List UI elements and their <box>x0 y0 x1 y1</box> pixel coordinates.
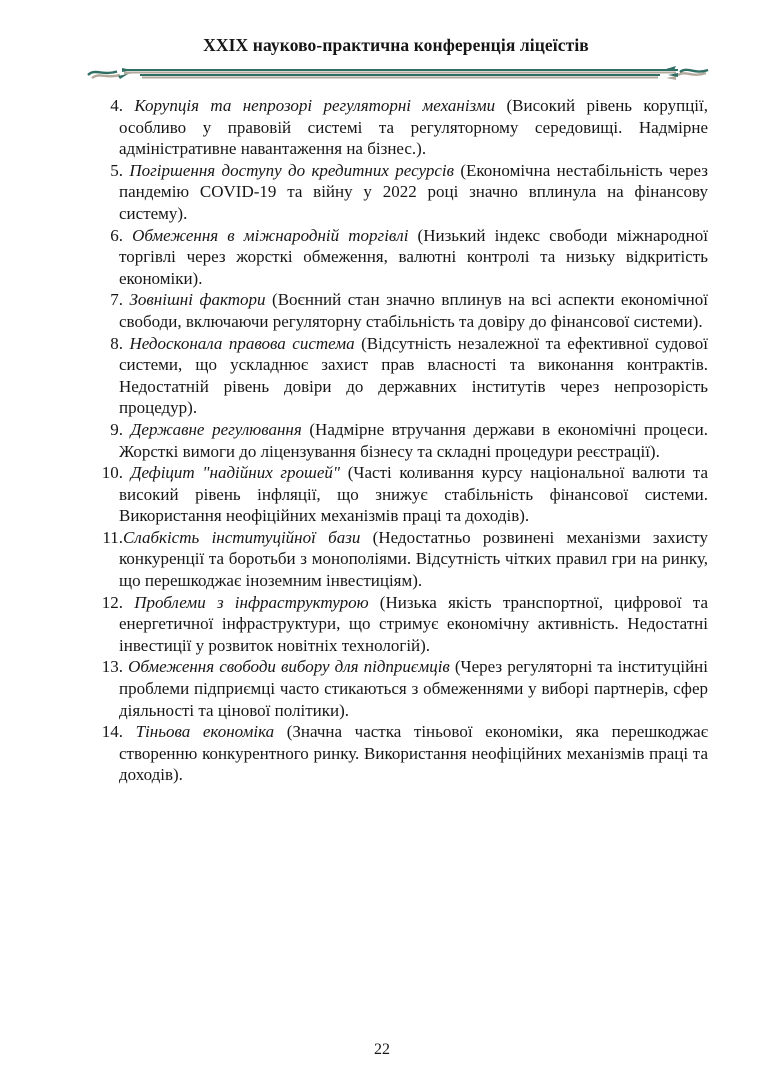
item-number: 8. <box>110 333 123 353</box>
item-lead: Тіньова економіка <box>135 722 275 742</box>
page-number: 22 <box>374 1041 390 1058</box>
item-number: 5. <box>110 160 123 180</box>
item-lead: Дефіцит "надійних грошей" <box>130 463 341 483</box>
item-text: (Економічна нестабільність через пандемію COVID-19 та війну у 2022 році значно вплинула на фінансову систему). <box>119 160 709 223</box>
item-number: 7. <box>110 290 123 310</box>
item-separator <box>123 722 136 741</box>
list-item <box>101 592 708 657</box>
item-text: (Воєнний стан значно вплинув на всі аспекти економічної свободи, включаючи регуляторну стабільність та довіру до фінансової системи). <box>119 290 708 331</box>
item-lead: Обмеження свободи вибору для підприємців <box>128 657 450 677</box>
item-number: 11. <box>102 527 123 547</box>
item-lead: Обмеження в міжнародній торгівлі <box>132 225 409 245</box>
list-item <box>110 225 708 290</box>
item-text: (Високий рівень корупції, особливо у правовій системі та регуляторному середовищі. Надмірне адміністративне навантаження на бізнес.). <box>119 96 708 159</box>
item-number: 6. <box>110 225 123 245</box>
item-lead: Державне регулювання <box>130 419 302 439</box>
item-lead: Погіршення доступу до кредитних ресурсів <box>129 160 454 180</box>
numbered-list <box>0 95 764 786</box>
page-footer <box>0 1040 764 1080</box>
item-text: (Низька якість транспортної, цифрової та енергетичної інфраструктури, що стримує економічну активність. Недостатні інвестиції у розвиток новітніх технологій). <box>119 592 708 655</box>
item-separator <box>123 96 134 115</box>
list-item <box>101 656 709 721</box>
item-text: (Низький індекс свободи міжнародної торгівлі через жорсткі обмеження, валютні контролі та низьку відкритість економіки). <box>119 225 708 288</box>
item-text: (Недостатньо розвинені механізми захисту конкуренції та боротьби з монополіями. Відсутність чітких правил гри на ринку, що перешкоджає іноземним інвестиціям). <box>119 527 708 591</box>
item-separator <box>123 226 132 245</box>
item-number: 13. <box>101 657 123 677</box>
item-lead: Корупція та непрозорі регуляторні механізми <box>134 96 496 115</box>
page-header <box>85 34 707 57</box>
item-separator <box>123 420 131 439</box>
list-item <box>110 419 708 462</box>
list-item <box>110 95 708 160</box>
item-number: 10. <box>101 463 123 483</box>
item-number: 4. <box>110 96 123 115</box>
item-text: (Часті коливання курсу національної валюти та високий рівень інфляції, що знижує стабільність фінансової системи. Використання неофіційних механізмів праці та доходів). <box>119 463 709 526</box>
item-number: 9. <box>110 419 123 439</box>
item-number: 14. <box>101 722 123 742</box>
item-text: (Через регуляторні та інституційні проблеми підприємці часто стикаються з обмеженнями у виборі партнерів, сфер діяльності та цінової політики). <box>119 657 709 720</box>
decorative-divider <box>86 62 710 86</box>
item-text: (Відсутність незалежної та ефективної судової системи, що ускладнює захист прав власності та виконання контрактів. Недостатній рівень довіри до державних інститутів через непрозорість процедур). <box>119 333 708 418</box>
list-item <box>102 527 708 592</box>
list-item <box>110 333 708 419</box>
item-text: (Надмірне втручання держави в економічні процеси. Жорсткі вимоги до ліцензування бізнесу та складні процедури реєстрації). <box>119 419 708 461</box>
page-title: XXIX науково-практична конференція ліцеїстів <box>203 35 589 55</box>
item-text: (Значна частка тіньової економіки, яка перешкоджає створенню конкурентного ринку. Використання неофіційних механізмів праці та доходів). <box>119 722 708 785</box>
list-item <box>101 462 709 527</box>
item-separator <box>123 593 134 612</box>
item-lead: Проблеми з інфраструктурою <box>134 592 369 612</box>
item-number: 12. <box>101 592 123 612</box>
list-item <box>101 721 708 786</box>
item-separator <box>123 463 131 482</box>
list-item <box>110 289 708 332</box>
item-lead: Слабкість інституційної бази <box>123 527 361 547</box>
item-lead: Недосконала правова система <box>129 333 355 353</box>
item-lead: Зовнішні фактори <box>129 290 266 310</box>
list-item <box>110 160 709 225</box>
